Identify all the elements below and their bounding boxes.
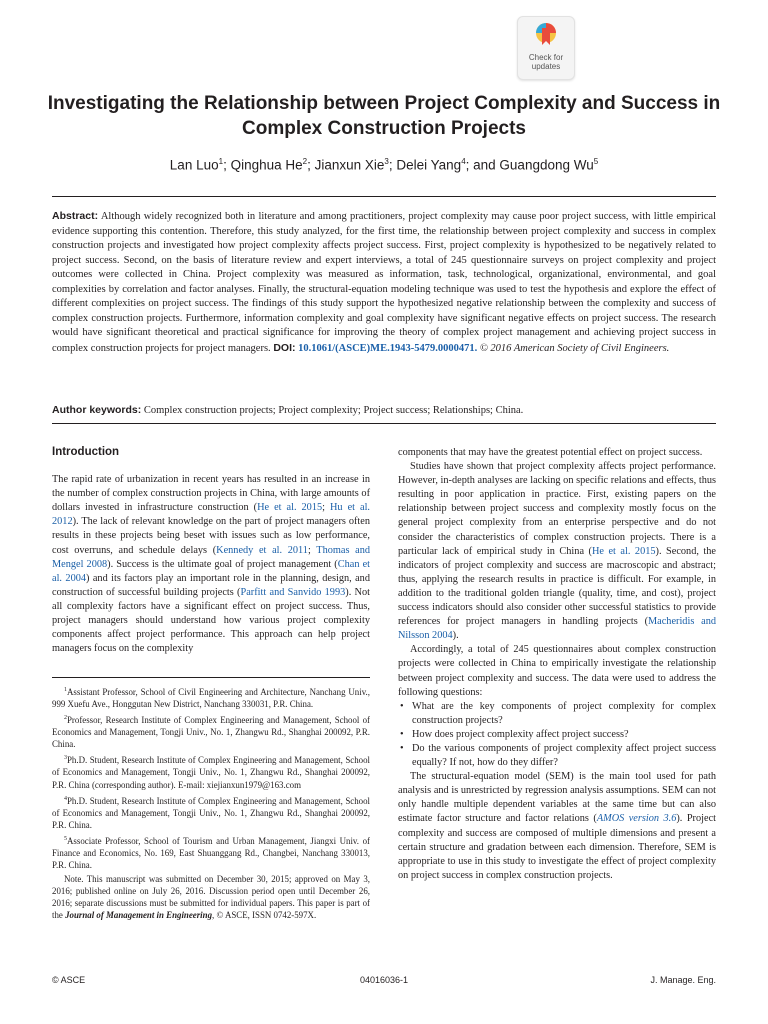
author-name: Qinghua He bbox=[230, 157, 303, 173]
abstract-label: Abstract: bbox=[52, 210, 99, 222]
keywords-text: Complex construction projects; Project complexity; Project success; Relationships; China. bbox=[143, 405, 524, 416]
citation-link[interactable]: He et al. 2015 bbox=[257, 502, 323, 514]
author-name: Lan Luo bbox=[169, 157, 219, 173]
paragraph bbox=[398, 460, 716, 643]
section-heading: Introduction bbox=[52, 446, 120, 458]
question-list bbox=[398, 700, 716, 770]
abstract bbox=[52, 209, 716, 356]
list-item: • Do the various components of project complexity affect project success equally? If not, how do they differ? bbox=[398, 742, 716, 770]
citation-link[interactable]: Chan et al. 2004 bbox=[52, 558, 371, 584]
badge-line-2: updates bbox=[531, 62, 561, 71]
text-run: Studies have shown that project complexity affects project performance. However, in-depth analyses are lacking on specific relations and effects, thus resulting in poor application in practice. First, existing papers on the relationship between project success and complexity mostly focus on the general project complexity from an enterprise perspective and do not consider the characteristics of complex construction projects. There is a particular lack of empirical study in China ( bbox=[398, 461, 716, 557]
paragraph bbox=[52, 473, 370, 656]
doi-label: DOI: bbox=[273, 341, 296, 354]
left-column bbox=[52, 445, 370, 656]
paragraph: Accordingly, a total of 245 questionnaires about complex construction projects were collected in China to empirically investigate the relationship between project complexity and success. The data were used to address the following questions: bbox=[398, 644, 716, 698]
text-run: ). Success is the ultimate goal of project management ( bbox=[107, 558, 338, 570]
abstract-text: Although widely recognized both in literature and among practitioners, project complexity may cause poor project success, with little empirical evidence supporting this contention. Therefore, this study analyzed, for the first time, the relationship between project complexity and success in complex construction projects and investigated how project complexity affects project success. First, project complexity is hypothesized to be negatively related to project success. Second, on the basis of literature review and expert interviews, a total of 245 questionnaire surveys on project complexity and project outcomes were collected in China. Project complexity was measured as information, task, technological, organizational, environmental, and goal complexities by correlation and factor analyses. Finally, the structural-equation modeling technique was used to test the hypothesis and explore the effect of different complexities on project success. The findings of this study support the hypothesized negative relationship between the complexity and success of complex construction projects. Furthermore, information complexity and goal complexity have significant negative effects on project success. The research would have significant theoretical and practical significance for improving the theory of complex project management and achieving project success in complex construction projects for project managers. bbox=[52, 211, 717, 354]
author-affiliation-mark: 2 bbox=[302, 157, 308, 166]
text-run: ). The lack of relevant knowledge on the part of project managers often results in these projects being beset with issues such as low performance, cost overruns, and schedule delays ( bbox=[52, 516, 370, 556]
author-affiliation-mark: 1 bbox=[218, 157, 224, 166]
author-affiliation-mark: 5 bbox=[593, 157, 599, 166]
journal-name: Journal of Management in Engineering bbox=[65, 910, 213, 921]
footnote-3: $^3$Ph.D. Student, Research Institute of Complex Engineering and Management, School of Economics and Management, Tongji Univ., No. 1, Zhangwu Rd., Shanghai 200092, P.R. China (corresponding author). E-mail: xiejianxun1979@163.com bbox=[52, 755, 370, 790]
text-run: ). bbox=[452, 630, 459, 642]
author-separator: ; and bbox=[465, 157, 500, 173]
author-name: Guangdong Wu bbox=[499, 157, 594, 173]
text-run: ). Second, the indicators of project complexity and success are macroscopic and abstract; thus, applying the research results in practice is difficult. For example, in addition to the traditional golden triangle (quality, time, and cost), project success indicators should also consider other successful statistics to provide references for project managers in handling projects ( bbox=[398, 545, 716, 628]
copyright-notice: © 2016 American Society of Civil Engineers. bbox=[479, 342, 670, 354]
divider bbox=[52, 196, 716, 197]
journal-abbrev: J. Manage. Eng. bbox=[650, 975, 716, 985]
citation-link[interactable]: Parfitt and Sanvido 1993 bbox=[240, 586, 346, 598]
citation-link[interactable]: Macheridis and Nilsson 2004 bbox=[398, 616, 716, 642]
text-run: ; bbox=[307, 544, 317, 556]
keywords-label: Author keywords: bbox=[52, 404, 142, 416]
author-separator: ; bbox=[223, 157, 231, 173]
divider bbox=[52, 423, 716, 424]
footer-publisher: © ASCE bbox=[52, 975, 86, 985]
text-run: ). Project complexity and success are composed of multiple dimensions and present a certain structure and gradation between each dimension. Therefore, SEM is appropriate to use in this study to investigate the effect of project complexity on project success in complex construction projects. bbox=[398, 813, 716, 881]
page-number: 04016036-1 bbox=[359, 975, 409, 985]
author-name: Delei Yang bbox=[396, 157, 462, 173]
citation-link[interactable]: Hu et al. 2012 bbox=[52, 502, 371, 528]
citation-link[interactable]: Thomas and Mengel 2008 bbox=[52, 544, 371, 570]
footnote-1: $^1$Assistant Professor, School of Civil Engineering and Architecture, Nanchang Univ., 999 Xuefu Ave., Honggutan New District, Nanchang 330031, P.R. China. bbox=[52, 686, 370, 710]
badge-line-1: Check for bbox=[528, 53, 564, 62]
citation-link[interactable]: He et al. 2015 bbox=[591, 545, 656, 557]
submission-note: Note. This manuscript was submitted on December 30, 2015; approved on May 3, 2016; published online on July 26, 2016. Discussion period open until December 26, 2016; separate discussions must be submitted for individual papers. This paper is part of the Journal of Management in Engineering, © ASCE, ISSN 0742-597X. bbox=[52, 874, 370, 921]
check-for-updates-icon bbox=[535, 22, 557, 50]
footnotes bbox=[52, 684, 370, 924]
list-item: • How does project complexity affect project success? bbox=[398, 728, 716, 742]
author-list bbox=[40, 157, 728, 173]
text-run: The structural-equation model (SEM) is the main tool used for path analysis and is unrestricted by regression analysis assumptions. SEM can not only handle multiple dependent variables at the same time but can also estimate factor structure and factor relations ( bbox=[398, 771, 716, 825]
paragraph bbox=[398, 770, 716, 883]
footnote-5: $^5$Associate Professor, School of Tourism and Urban Management, Jiangxi Univ. of Finance and Economics, No. 169, East Shuanggang Rd., Changbei, Nanchang 330013, P.R. China. bbox=[52, 835, 370, 871]
citation-link[interactable]: Kennedy et al. 2011 bbox=[216, 544, 308, 556]
doi-link[interactable]: 10.1061/(ASCE)ME.1943-5479.0000471. bbox=[298, 342, 478, 354]
footnote-2: $^2$Professor, Research Institute of Complex Engineering and Management, School of Economics and Management, Tongji Univ., No. 1, Zhangwu Rd., Shanghai 200092, P.R. China. bbox=[52, 715, 370, 750]
list-item: • What are the key components of project complexity for complex construction projects? bbox=[398, 700, 716, 728]
footnote-divider bbox=[52, 677, 370, 678]
citation-link[interactable]: AMOS version 3.6 bbox=[596, 813, 677, 825]
author-separator: ; bbox=[388, 157, 397, 173]
author-separator: ; bbox=[307, 157, 315, 173]
author-name: Jianxun Xie bbox=[314, 157, 385, 173]
footnote-4: $^4$Ph.D. Student, Research Institute of Complex Engineering and Management, School of Economics and Management, Tongji Univ., No. 1, Zhangwu Rd., Shanghai 200092, P.R. China. bbox=[52, 795, 370, 830]
right-column bbox=[398, 446, 716, 883]
paragraph: components that may have the greatest potential effect on project success. bbox=[398, 447, 703, 458]
text-run: The rapid rate of urbanization in recent years has resulted in an increase in the number of complex construction projects in China, with large amounts of dollars invested in infrastructure construction ( bbox=[52, 474, 370, 514]
paper-title: Investigating the Relationship between Project Complexity and Success in Complex Construction Projects bbox=[47, 93, 721, 139]
author-affiliation-mark: 3 bbox=[384, 157, 389, 166]
text-run: ). Not all complexity factors have a significant effect on project success. Thus, project managers should understand how various project complexity components affect project performance. This approach can help project managers focus on the complexity bbox=[52, 586, 370, 655]
text-run: ) and its factors play an important role in the planning, design, and construction of successful building projects ( bbox=[52, 572, 370, 598]
author-keywords bbox=[52, 403, 716, 418]
text-run: ; bbox=[322, 502, 330, 514]
check-for-updates-badge[interactable] bbox=[517, 16, 575, 80]
author-affiliation-mark: 4 bbox=[461, 157, 466, 166]
